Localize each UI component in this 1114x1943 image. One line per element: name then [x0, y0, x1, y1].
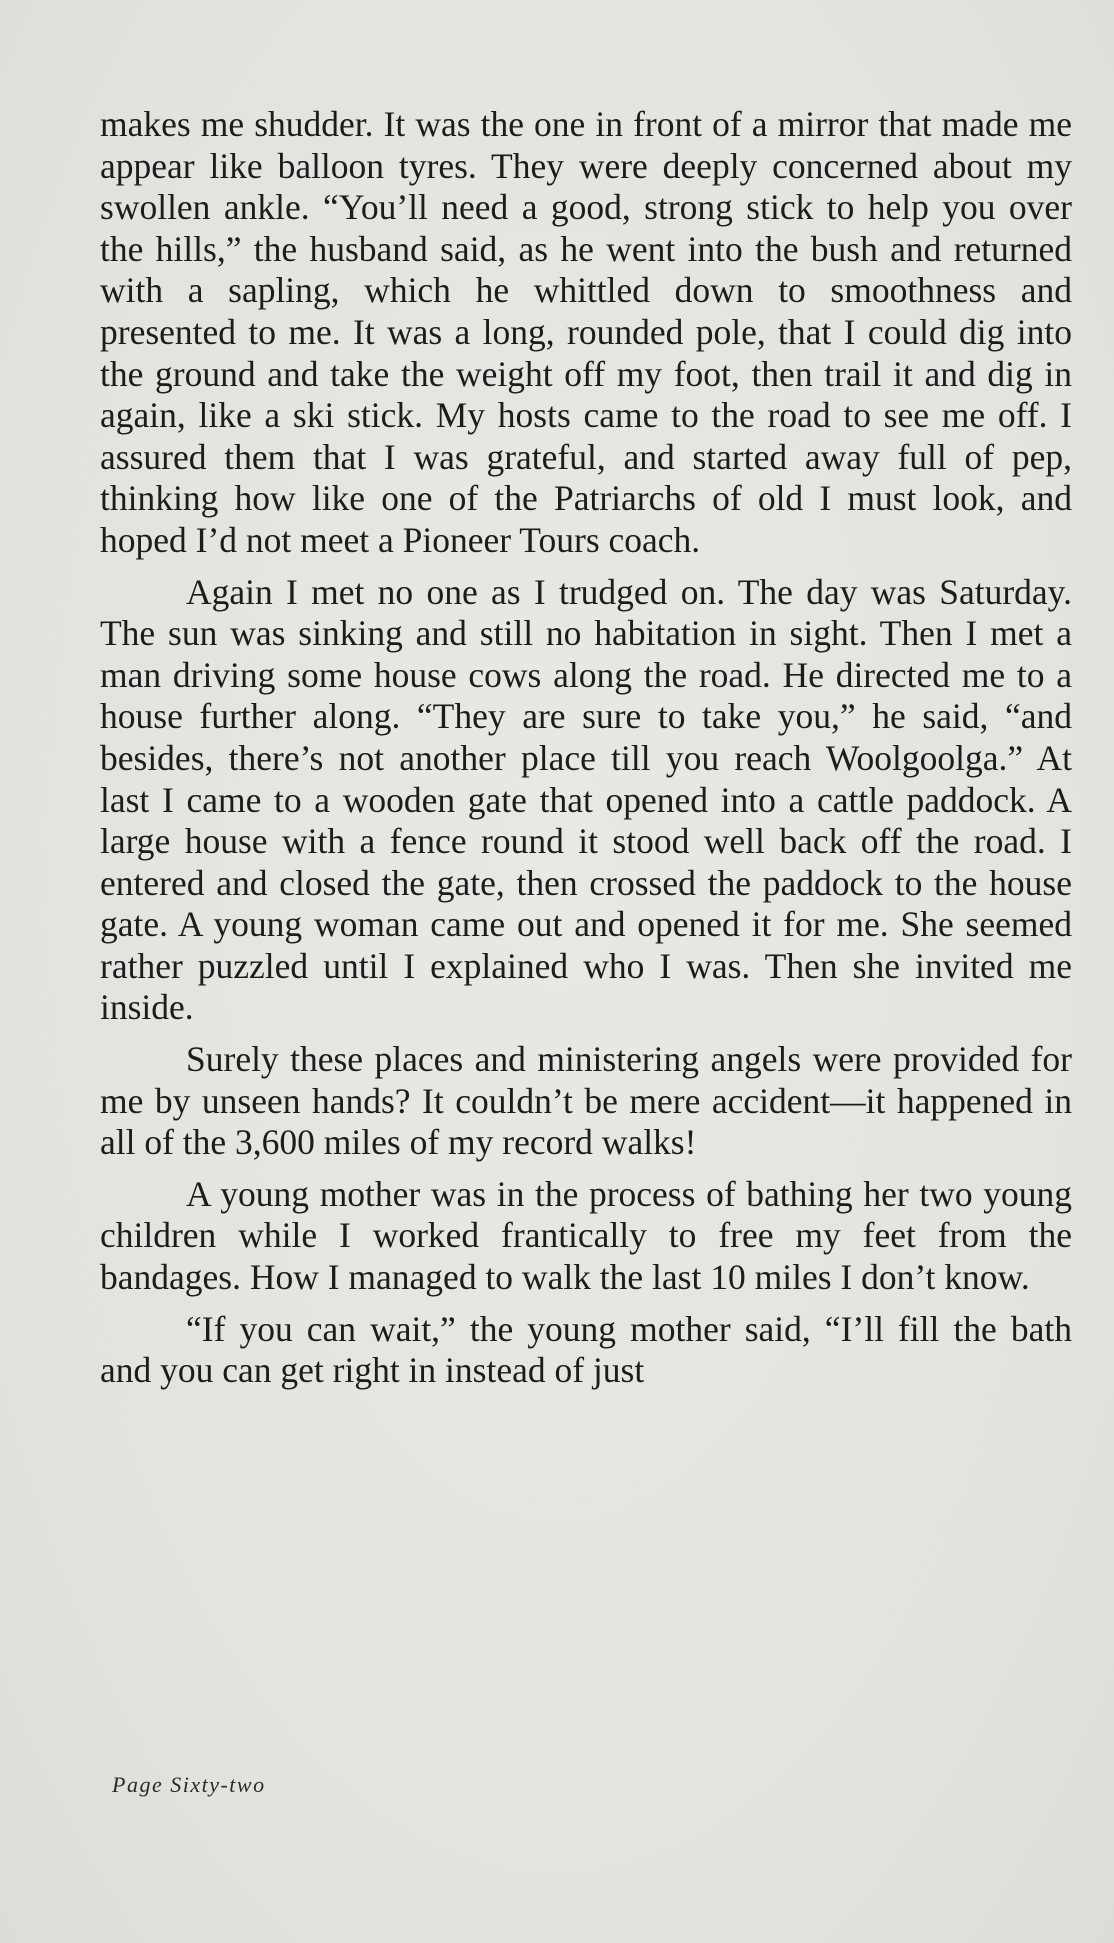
paragraph-4: A young mother was in the process of bathing her two young children while I worked frantically to free my feet from the bandages. How I managed to walk the last 10 miles I don’t know. — [100, 1173, 1072, 1298]
paragraph-2: Again I met no one as I trudged on. The day was Saturday. The sun was sinking and still no habitation in sight. Then I met a man driving some house cows along the road. He directed me to a house further along. “They are sure to take you,” he said, “and besides, there’s not another place till you reach Woolgoolga.” At last I came to a wooden gate that opened into a cattle paddock. A large house with a fence round it stood well back off the road. I entered and closed the gate, then crossed the paddock to the house gate. A young woman came out and opened it for me. She seemed rather puzzled until I explained who I was. Then she invited me inside. — [100, 571, 1072, 1028]
paragraph-1: makes me shudder. It was the one in front of a mirror that made me appear like balloon tyres. They were deeply concerned about my swollen ankle. “You’ll need a good, strong stick to help you over the hills,” the husband said, as he went into the bush and returned with a sapling, which he whittled down to smoothness and presented to me. It was a long, rounded pole, that I could dig into the ground and take the weight off my foot, then trail it and dig in again, like a ski stick. My hosts came to the road to see me off. I assured them that I was grateful, and started away full of pep, thinking how like one of the Patriarchs of old I must look, and hoped I’d not meet a Pioneer Tours coach. — [100, 104, 1072, 560]
paragraph-5: “If you can wait,” the young mother said, “I’ll fill the bath and you can get right in instead of just — [100, 1308, 1072, 1391]
paragraph-3: Surely these places and ministering angels were provided for me by unseen hands? It couldn’t be mere accident—it happened in all of the 3,600 miles of my record walks! — [100, 1039, 1072, 1163]
page-number: Page Sixty-two — [112, 1772, 266, 1797]
body-text — [100, 104, 1072, 1402]
